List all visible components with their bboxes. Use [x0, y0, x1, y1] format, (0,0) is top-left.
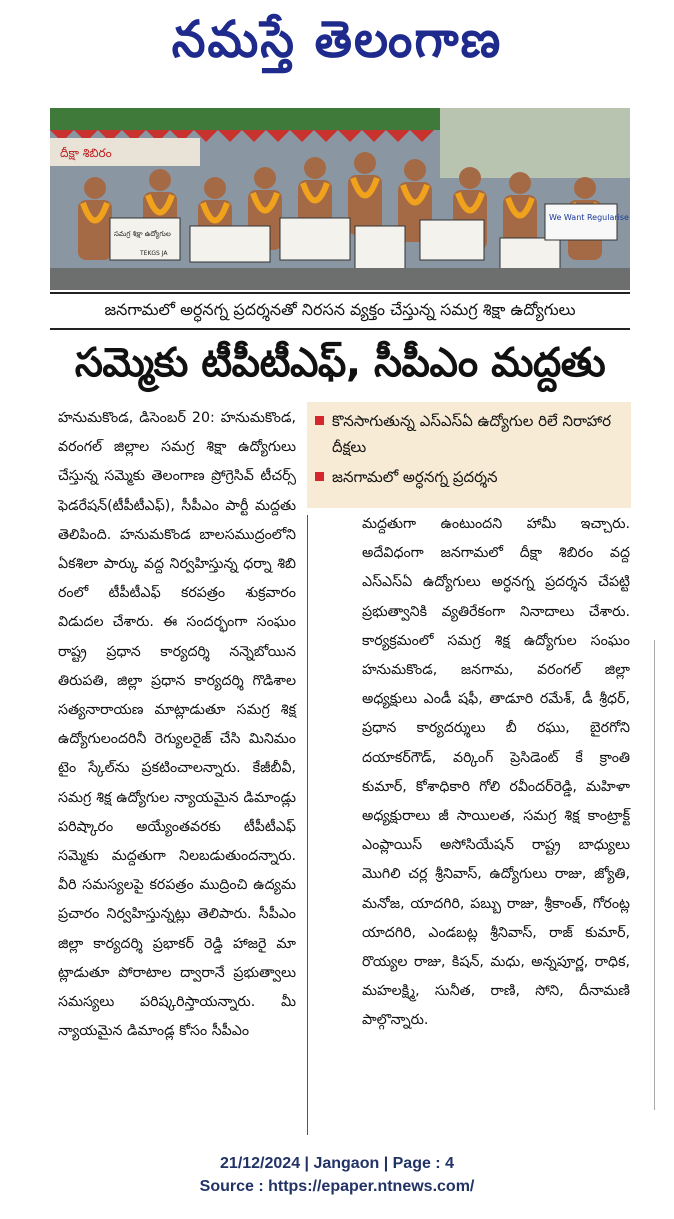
news-photo — [50, 108, 630, 290]
headline: సమ్మెకు టీపీటీఎఫ్, సీపీఎం మద్దతు — [74, 340, 606, 386]
bullet-square-icon — [315, 472, 324, 481]
placard-1: సమగ్ర శిక్షా ఉద్యోగుల — [114, 230, 171, 238]
bullet-square-icon — [315, 416, 324, 425]
placard-2: We Want Regularise — [549, 213, 629, 222]
masthead — [0, 0, 674, 92]
placard-3: TEKGS JA — [140, 250, 168, 257]
highlight-text-2: జనగామలో అర్ధనగ్న ప్రదర్శన — [332, 468, 498, 486]
footer — [0, 1152, 674, 1198]
article-column-right — [362, 510, 630, 1036]
article-column-left — [58, 404, 296, 1046]
article-text-left: హనుమకొండ, డిసెంబర్ 20: హనుమకొండ, వరంగల్ జిల్లాల సమగ్ర శిక్షా ఉద్యోగులు చేస్తున్న సమ్మెకు తెలంగాణ ప్రోగ్రెసివ్ టీచర్స్ ఫెడరేషన్(టీపీటీఎఫ్), సీపీఎం పార్టీ మద్దతు తెలిపింది. హనుమకొండ బాలసముద్రంలోని ఏకశిలా పార్కు వద్ద నిర్వహిస్తున్న ధర్నా శిబి రంలో టీపీటీఎఫ్ కరపత్రం శుక్రవారం విడుదల చేశారు. ఈ సందర్భంగా సంఘం రాష్ట్ర ప్రధాన కార్యదర్శి నన్నెబోయిన తిరుపతి, జిల్లా ప్రధాన కార్యదర్శి గొడిశాల సత్యనారాయణ మాట్లాడుతూ సమగ్ర శిక్ష ఉద్యోగులందరినీ రెగ్యులరైజ్ చేసి మినిమం టైం స్కేల్‌ను ప్రకటించాలన్నారు. కేజీబీవీ, సమగ్ర శిక్ష ఉద్యోగుల న్యాయమైన డిమాండ్లు పరిష్కారం అయ్యేంతవరకు టీపీటీఎఫ్ సమ్మెకు మద్దతుగా నిలబడుతుందన్నారు. వీరి సమస్యలపై కరపత్రం ముద్రించి ఉద్యమ ప్రచారం నిర్వహిస్తున్నట్లు తెలిపారు. సీపీఎం జిల్లా కార్యదర్శి ప్రభాకర్ రెడ్డి హాజరై మా ట్లాడుతూ పోరాటాల ద్వారానే ప్రభుత్వాలు సమస్యలు పరిష్కరిస్తాయన్నారు. మీ న్యాయమైన డిమాండ్ల కోసం సీపీఎం — [58, 410, 296, 1040]
footer-date-edition: 21/12/2024 | Jangaon | Page : 4 — [220, 1155, 454, 1172]
highlight-item — [315, 464, 623, 490]
photo-caption: జనగామలో అర్ధనగ్న ప్రదర్శనతో నిరసన వ్యక్తం చేస్తున్న సమగ్ర శిక్షా ఉద్యోగులు — [50, 292, 630, 330]
page-edge-line — [654, 640, 655, 1110]
banner-text: దీక్షా శిబిరం — [60, 146, 112, 160]
newspaper-title: నమస్తే తెలంగాణ — [171, 10, 503, 70]
highlights-box — [307, 402, 631, 508]
article-text-right: మద్దతుగా ఉంటుందని హామీ ఇచ్చారు. అదేవిధంగా జనగామలో దీక్షా శిబిరం వద్ద ఎస్‌ఎస్‌ఏ ఉద్యోగులు అర్ధనగ్న ప్రదర్శన చేపట్టి ప్రభుత్వానికి వ్యతిరేకంగా నినాదాలు చేశారు. కార్యక్రమంలో సమగ్ర శిక్ష ఉద్యోగుల సంఘం హనుమకొండ, జనగామ, వరంగల్ జిల్లా అధ్యక్షులు ఎండీ షఫీ, తాడూరి రమేశ్, డీ శ్రీధర్, ప్రధాన కార్యదర్శులు బీ రఘు, బైరగోని దయాకర్‌గౌడ్, వర్కింగ్ ప్రెసిడెంట్ కే క్రాంతి కుమార్, కోశాధికారి గోలి రవీందర్‌రెడ్డి, మహిళా అధ్యక్షురాలు జీ సాయిలత, సమగ్ర శిక్ష కాంట్రాక్ట్ ఎంప్లాయిస్ అసోసియేషన్ రాష్ట్ర బాధ్యులు మొగిలి చర్ల శ్రీనివాస్, ఉద్యోగులు రాజు, జ్యోతి, మనోజ, యాదగిరి, పబ్బు రాజు, శ్రీకాంత్, గోరంట్ల యాదగిరి, ఎండబట్ల శ్రీనివాస్, రాజ్ కుమార్, రొయ్యల రాజు, కిషన్, మధు, అన్నపూర్ణ, రాధిక, మహలక్ష్మి, సునీత, రాణి, సోని, దీనామణి పాల్గొన్నారు. — [362, 516, 630, 1029]
footer-source-link[interactable]: Source : https://epaper.ntnews.com/ — [199, 1178, 475, 1195]
highlight-text-1: కొనసాగుతున్న ఎస్‌ఎస్‌ఏ ఉద్యోగుల రిలే నిరాహార దీక్షలు — [332, 412, 611, 456]
highlight-item — [315, 408, 623, 460]
column-divider — [307, 515, 308, 1135]
